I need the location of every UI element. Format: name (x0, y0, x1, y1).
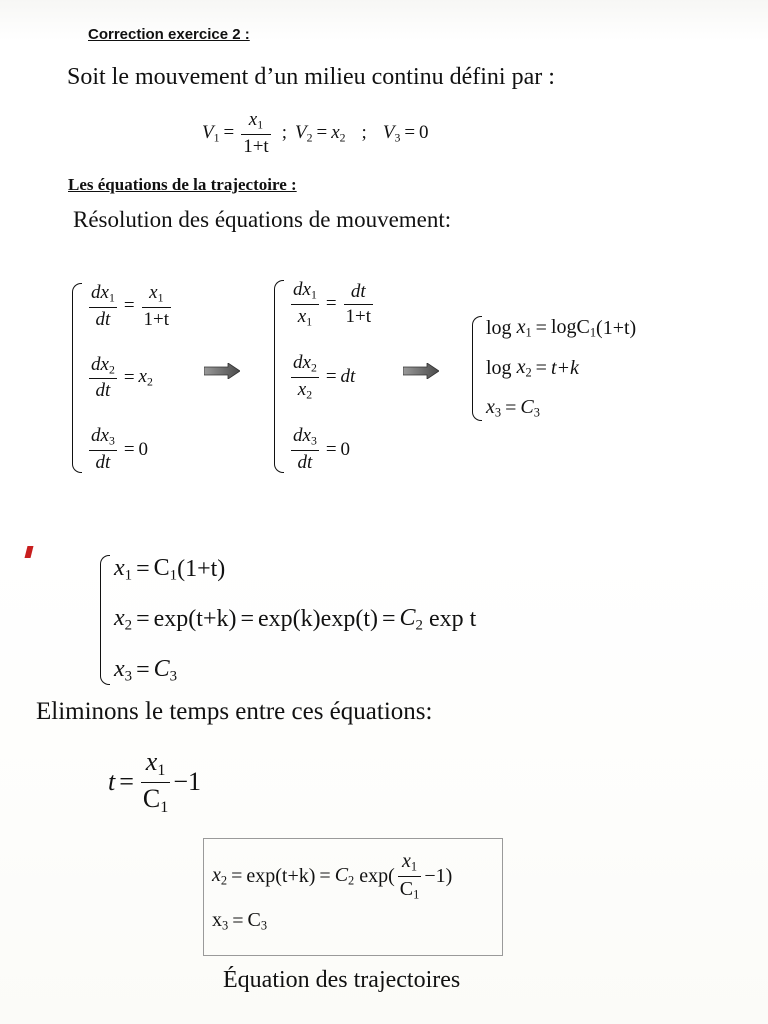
trajectory-result-box (203, 838, 503, 956)
separated-equations-system (274, 280, 376, 473)
system2-row2: $\frac{dx_2}{x_2}$ = dt (293, 352, 356, 402)
implies-arrow-icon (204, 363, 240, 379)
system4-row1: $x_1$ = $C_1$ (1+t) (114, 555, 226, 584)
explicit-solution-system (100, 555, 476, 685)
system2-row1: $\frac{dx_1}{x_1}$ = $\frac{dt}{1+t}$ (293, 279, 372, 329)
exercise-heading: Correction exercice 2 : (88, 26, 250, 43)
resolution-subtitle: Résolution des équations de mouvement: (73, 207, 452, 232)
system3-row3: $x_3$ = $C_3$ (486, 396, 540, 420)
v1-symbol: $V_1$ (202, 121, 220, 145)
result-line-1: $x_2$ = exp(t+k) = $C_2$ exp( $\frac{x_1}{C_1}$ −1) (212, 850, 453, 902)
integrated-equations-system (472, 316, 636, 421)
result-line-2: $x_3$ = $C_3$ (212, 909, 268, 934)
system3-row2: log $x_2$ = t+k (486, 356, 579, 380)
system-brace (274, 280, 284, 473)
system2-row3: $\frac{dx_3}{dt}$ = 0 (293, 425, 351, 474)
system4-row3: $x_3$ = $C_3$ (114, 655, 178, 684)
motion-equations-system (72, 283, 174, 473)
v3-symbol: $V_3$ (382, 121, 401, 145)
time-equation: t = $\frac{x_1}{C_1}$ −1 (108, 747, 201, 816)
system-brace (472, 316, 482, 421)
system-brace (72, 283, 82, 473)
page-gap (0, 505, 768, 540)
system3-row1: log $x_1$ = logC$_1$ (1+t) (486, 316, 637, 340)
v1-fraction: $\frac{x_1}{1+t}$ (243, 109, 269, 157)
implies-arrow-icon (403, 363, 439, 379)
intro-text: Soit le mouvement d’un milieu continu défini par : (67, 64, 555, 90)
system4-row2: $x_2$ = exp(t+k) = exp(k)exp(t) = $C_2$ exp t (114, 605, 477, 634)
eliminate-time-text: Eliminons le temps entre ces équations: (36, 698, 433, 725)
v2-symbol: $V_2$ (295, 121, 313, 145)
velocity-field-equation: $V_1$ = $\frac{x_1}{1+t}$ ; $V_2$ = $x_2$ ; $V_3$ = 0 (202, 109, 429, 157)
system-brace (100, 555, 110, 685)
system1-row1: $\frac{dx_1}{dt}$ = $\frac{x_1}{1+t}$ (91, 282, 170, 330)
system1-row2: $\frac{dx_2}{dt}$ = $x_2$ (91, 353, 153, 402)
system1-row3: $\frac{dx_3}{dt}$ = 0 (91, 425, 149, 474)
trajectory-heading: Les équations de la trajectoire : (68, 175, 297, 194)
trajectory-caption: Équation des trajectoires (223, 967, 461, 993)
